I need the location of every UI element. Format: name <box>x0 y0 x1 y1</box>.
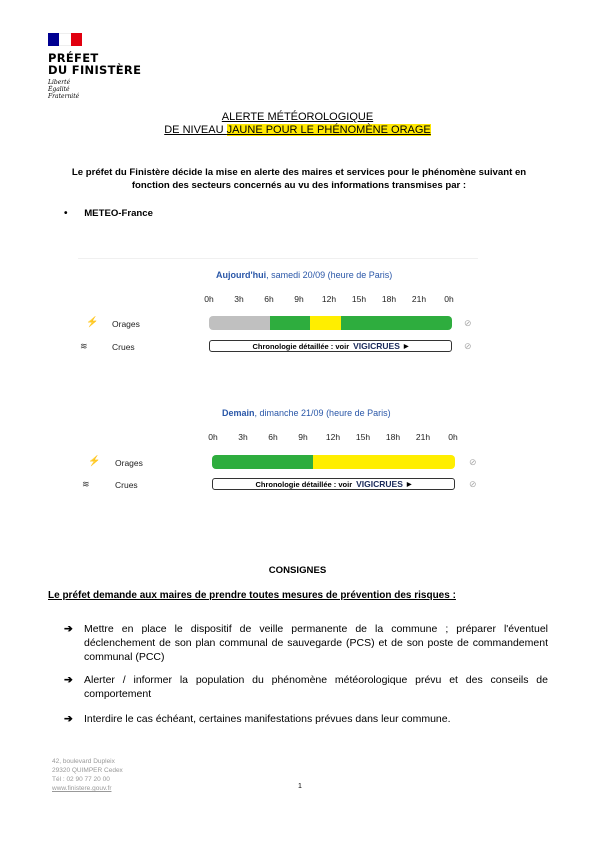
day2-title-rest: , dimanche 21/09 (heure de Paris) <box>254 408 391 418</box>
day2-title <box>222 408 391 418</box>
hour-label: 0h <box>208 432 218 442</box>
hour-label: 3h <box>234 294 244 304</box>
hour-label: 0h <box>448 432 458 442</box>
source-label: METEO-France <box>84 208 153 219</box>
play-arrow-icon: ▶ <box>403 343 409 350</box>
day2-chrono-link[interactable] <box>212 478 455 490</box>
flag-red <box>71 33 82 46</box>
day2-orages-bar <box>212 455 455 469</box>
hour-label: 0h <box>204 294 214 304</box>
day1-chrono-link[interactable] <box>209 340 452 352</box>
motto-fraternite: Fraternité <box>48 93 80 100</box>
hour-label: 0h <box>444 294 454 304</box>
eye-hidden-icon[interactable]: ⊘ <box>469 457 477 467</box>
footer-phone: Tél : 02 90 77 20 00 <box>52 776 110 783</box>
bar-segment-green <box>212 455 313 469</box>
hour-label: 3h <box>238 432 248 442</box>
consignes-heading: CONSIGNES <box>268 565 327 576</box>
bar-segment-grey <box>209 316 270 330</box>
consigne-item <box>64 622 548 664</box>
logo-line1: PRÉFET <box>48 51 99 65</box>
republic-flag-icon <box>48 33 82 46</box>
hour-label: 6h <box>268 432 278 442</box>
vigicrues-logo: VIGICRUES <box>353 341 400 351</box>
day1-crues-label: Crues <box>112 342 135 352</box>
intro-text: Le préfet du Finistère décide la mise en alerte des maires et services pour le phénomène suivant en fonction des secteurs concernés au vu des informations transmises par : <box>71 167 527 191</box>
day2-hours <box>198 432 468 442</box>
hour-label: 21h <box>411 294 427 304</box>
day2-orages-label: Orages <box>115 458 143 468</box>
waves-icon: ≋ <box>82 479 90 489</box>
vigicrues-logo: VIGICRUES <box>356 479 403 489</box>
eye-hidden-icon[interactable]: ⊘ <box>464 318 472 328</box>
day1-title <box>216 270 392 280</box>
source-item <box>64 208 153 219</box>
hour-label: 15h <box>351 294 367 304</box>
eye-hidden-icon[interactable]: ⊘ <box>469 479 477 489</box>
consigne-text: Mettre en place le dispositif de veille permanente de la commune ; préparer l'éventuel déclenchement de son plan communal de sauvegarde (PCS) et de son poste de commandement communal (PCC) <box>84 623 548 663</box>
day1-title-bold: Aujourd'hui <box>216 270 267 280</box>
waves-icon: ≋ <box>80 341 88 351</box>
chrono-text: Chronologie détaillée : voir <box>252 341 350 351</box>
bar-segment-green <box>270 316 311 330</box>
lightning-icon: ⚡ <box>88 456 101 467</box>
motto-liberte: Liberté <box>48 79 71 86</box>
footer-url[interactable]: www.finistere.gouv.fr <box>52 785 112 792</box>
bar-segment-green <box>341 316 452 330</box>
prefect-demand: Le préfet demande aux maires de prendre toutes mesures de prévention des risques : <box>48 590 456 601</box>
doc-title-line1: ALERTE MÉTÉOROLOGIQUE <box>221 111 374 123</box>
hour-label: 18h <box>381 294 397 304</box>
bar-segment-yellow <box>313 455 455 469</box>
day1-orages-label: Orages <box>112 319 140 329</box>
flag-white <box>59 33 71 46</box>
arrow-right-icon: ➔ <box>64 713 73 725</box>
consigne-text: Interdire le cas échéant, certaines manifestations prévues dans leur commune. <box>84 713 451 725</box>
footer-address1: 42, boulevard Dupleix <box>52 758 115 765</box>
hour-label: 9h <box>298 432 308 442</box>
arrow-right-icon: ➔ <box>64 623 73 635</box>
footer-address2: 29320 QUIMPER Cedex <box>52 767 123 774</box>
logo-line2: DU FINISTÈRE <box>48 63 142 77</box>
day1-orages-bar <box>209 316 452 330</box>
doc-title-line2 <box>0 124 595 137</box>
footer-address <box>52 757 123 793</box>
hour-label: 15h <box>355 432 371 442</box>
day2-title-bold: Demain <box>222 408 255 418</box>
arrow-right-icon: ➔ <box>64 674 73 686</box>
hour-label: 6h <box>264 294 274 304</box>
bar-segment-yellow <box>310 316 340 330</box>
hour-label: 18h <box>385 432 401 442</box>
day2-crues-label: Crues <box>115 480 138 490</box>
day1-title-rest: , samedi 20/09 (heure de Paris) <box>266 270 393 280</box>
day1-hours <box>194 294 464 304</box>
play-arrow-icon: ▶ <box>406 481 412 488</box>
eye-hidden-icon[interactable]: ⊘ <box>464 341 472 351</box>
consigne-item <box>64 712 548 726</box>
flag-blue <box>48 33 59 46</box>
consigne-item <box>64 673 548 701</box>
hour-label: 21h <box>415 432 431 442</box>
title-highlight: JAUNE POUR LE PHÉNOMÈNE ORAGE <box>226 124 431 136</box>
hour-label: 12h <box>321 294 337 304</box>
lightning-icon: ⚡ <box>86 317 99 328</box>
title-prefix: DE NIVEAU <box>164 124 227 136</box>
bullet-icon: • <box>64 208 68 219</box>
vigilance-top-rule <box>78 258 478 259</box>
page-number: 1 <box>298 783 302 790</box>
motto-egalite: Égalité <box>48 86 70 93</box>
chrono-text: Chronologie détaillée : voir <box>255 479 353 489</box>
hour-label: 9h <box>294 294 304 304</box>
hour-label: 12h <box>325 432 341 442</box>
consigne-text: Alerter / informer la population du phénomène météorologique prévu et des conseils de comportement <box>84 674 548 700</box>
